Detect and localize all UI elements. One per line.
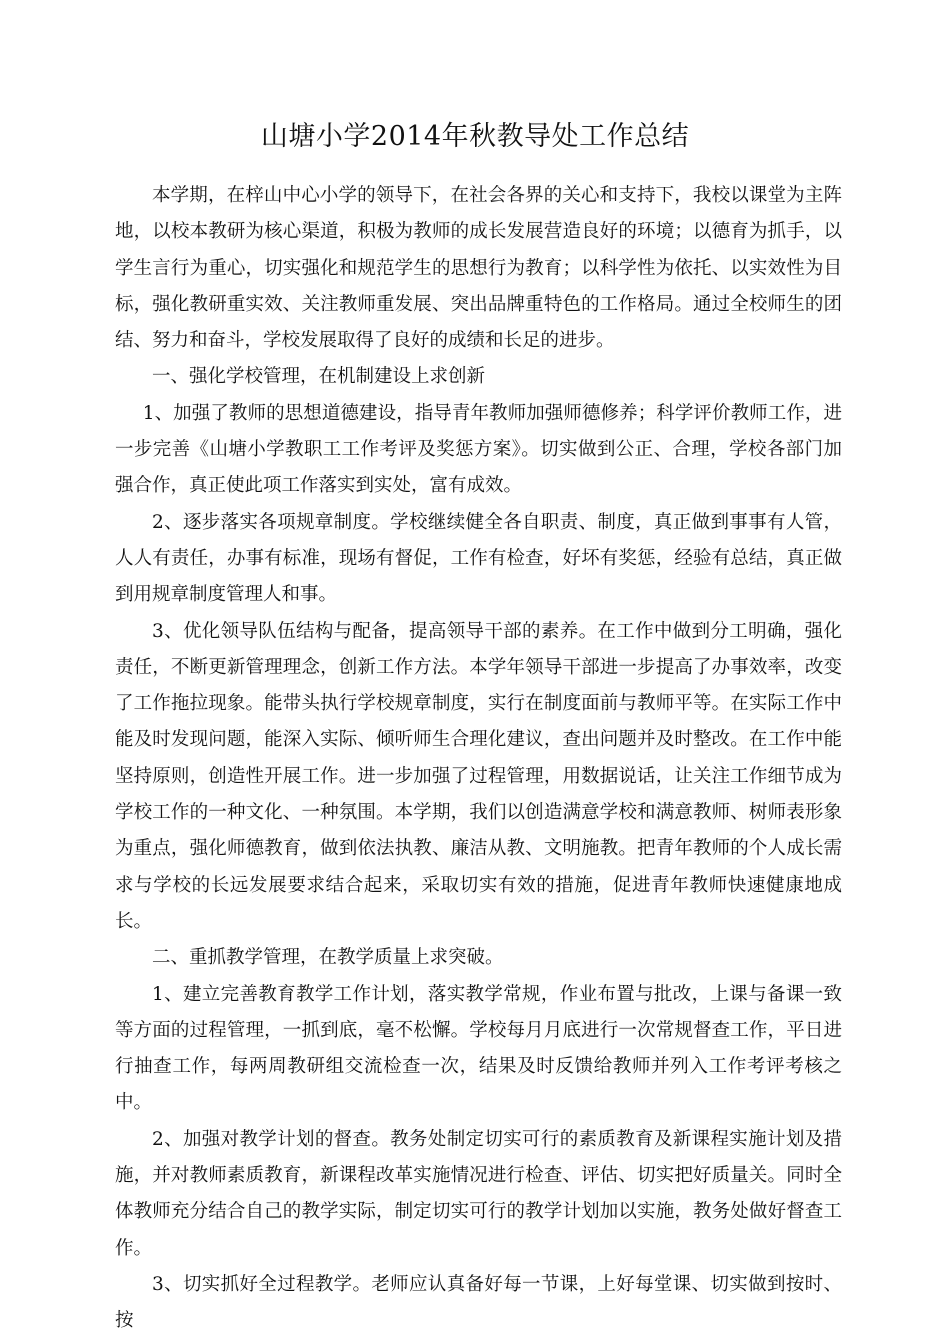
- section-2-item-2: 2、加强对教学计划的督查。教务处制定切实可行的素质教育及新课程实施计划及措施，并对教师素质教育，新课程改革实施情况进行检查、评估、切实把好质量关。同时全体教师充分结合自己的教学实际，制定切实可行的教学计划加以实施，教务处做好督查工作。: [115, 1128, 842, 1259]
- section-2-item-1: 1、建立完善教育教学工作计划，落实教学常规，作业布置与批改，上课与备课一致等方面的过程管理，一抓到底，毫不松懈。学校每月月底进行一次常规督查工作，平日进行抽查工作，每两周教研组交流检查一次，结果及时反馈给教师并列入工作考评考核之中。: [115, 983, 842, 1114]
- document-body: [115, 178, 842, 1340]
- section-1-item-1: 1、加强了教师的思想道德建设，指导青年教师加强师德修养；科学评价教师工作，进一步完善《山塘小学教职工工作考评及奖惩方案》。切实做到公正、合理，学校各部门加强合作，真正使此项工作落实到实处，富有成效。: [115, 402, 842, 497]
- intro-paragraph: 本学期，在梓山中心小学的领导下，在社会各界的关心和支持下，我校以课堂为主阵地，以校本教研为核心渠道，积极为教师的成长发展营造良好的环境；以德育为抓手，以学生言行为重心，切实强化和规范学生的思想行为教育；以科学性为依托、以实效性为目标，强化教研重实效、关注教师重发展、突出品牌重特色的工作格局。通过全校师生的团结、努力和奋斗，学校发展取得了良好的成绩和长足的进步。: [115, 185, 842, 352]
- section-1-item-2: 2、逐步落实各项规章制度。学校继续健全各自职责、制度，真正做到事事有人管，人人有责任，办事有标准，现场有督促，工作有检查，好坏有奖惩，经验有总结，真正做到用规章制度管理人和事。: [115, 511, 842, 606]
- section-1-item-3: 3、优化领导队伍结构与配备，提高领导干部的素养。在工作中做到分工明确，强化责任，不断更新管理理念，创新工作方法。本学年领导干部进一步提高了办事效率，改变了工作拖拉现象。能带头执行学校规章制度，实行在制度面前与教师平等。在实际工作中能及时发现问题，能深入实际、倾听师生合理化建议，查出问题并及时整改。在工作中能坚持原则，创造性开展工作。进一步加强了过程管理，用数据说话，让关注工作细节成为学校工作的一种文化、一种氛围。本学期，我们以创造满意学校和满意教师、树师表形象为重点，强化师德教育，做到依法执教、廉洁从教、文明施教。把青年教师的个人成长需求与学校的长远发展要求结合起来，采取切实有效的措施，促进青年教师快速健康地成长。: [115, 620, 842, 932]
- document-title: 山塘小学2014年秋教导处工作总结: [260, 121, 690, 152]
- section-heading-2: 二、重抓教学管理，在教学质量上求突破。: [152, 947, 504, 969]
- section-2-item-3: 3、切实抓好全过程教学。老师应认真备好每一节课，上好每堂课、切实做到按时、按: [115, 1273, 842, 1332]
- section-heading-1: 一、强化学校管理，在机制建设上求创新: [152, 366, 486, 388]
